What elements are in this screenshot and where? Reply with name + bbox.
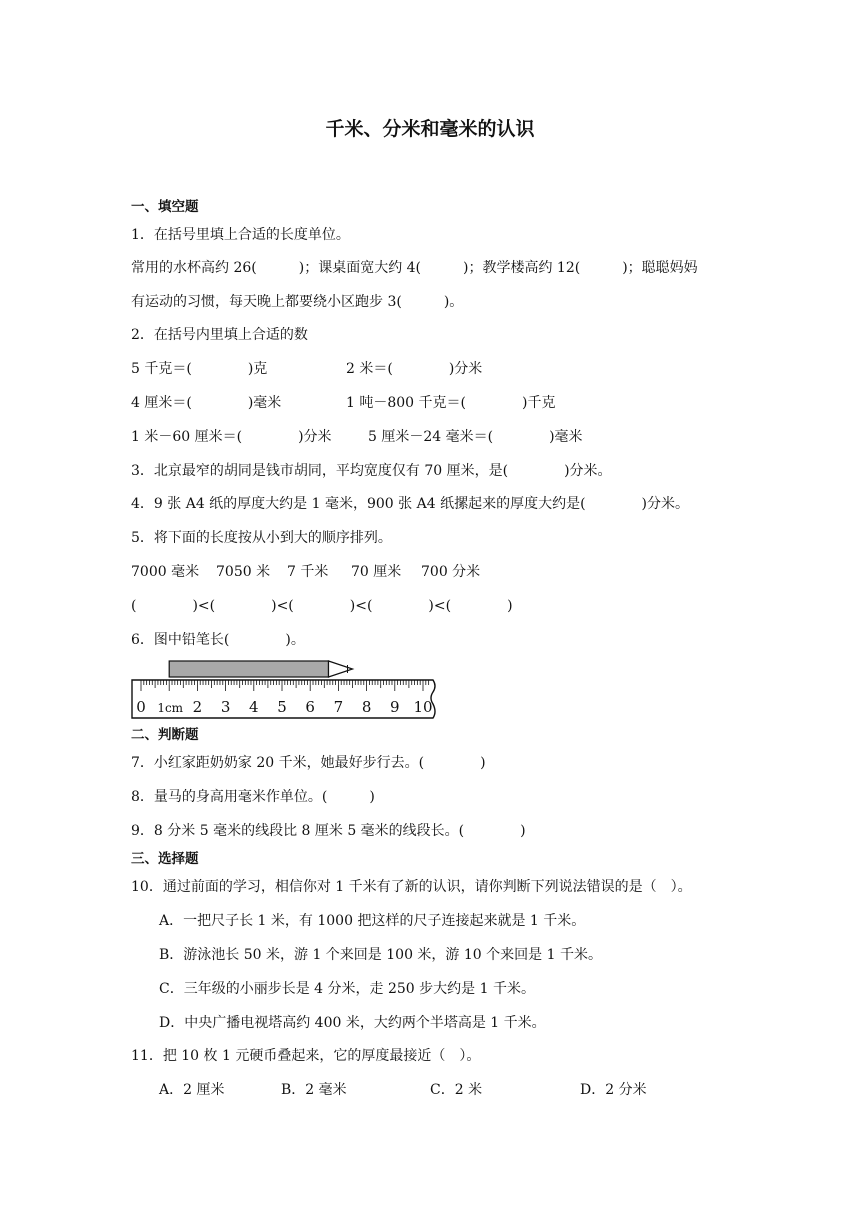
section-heading-true-false: 二、判断题 — [131, 727, 199, 743]
ruler-label: 0 — [136, 698, 146, 716]
question-1-stem: 1．在括号里填上合适的长度单位。 — [131, 227, 350, 243]
question-2-item-1: 5 千克＝( )克 — [131, 361, 268, 377]
question-6-stem: 6．图中铅笔长( )。 — [131, 632, 305, 648]
question-11-option-d: D．2 分米 — [580, 1082, 647, 1098]
question-5-stem: 5．将下面的长度按从小到大的顺序排列。 — [131, 530, 392, 546]
question-2-stem: 2．在括号内里填上合适的数 — [131, 327, 308, 343]
question-1-line-2: 有运动的习惯，每天晚上都要绕小区跑步 3( )。 — [131, 294, 464, 310]
length-item-4: 70 厘米 — [351, 564, 402, 580]
pencil-ruler-figure — [131, 658, 441, 722]
length-item-3: 7 千米 — [287, 564, 329, 580]
page-title: 千米、分米和毫米的认识 — [325, 118, 535, 140]
ruler-label: 6 — [305, 698, 315, 716]
question-10-option-b: B．游泳池长 50 米，游 1 个来回是 100 米，游 10 个来回是 1 千米。 — [159, 947, 602, 963]
ruler-label: 5 — [277, 698, 287, 716]
ruler-label: 3 — [220, 698, 231, 716]
question-11-option-b: B．2 毫米 — [281, 1082, 347, 1098]
question-11-option-c: C．2 米 — [430, 1082, 483, 1098]
question-3: 3．北京最窄的胡同是钱市胡同，平均宽度仅有 70 厘米，是( )分米。 — [131, 463, 612, 479]
question-2-item-5: 1 米－60 厘米＝( )分米 — [131, 429, 332, 445]
question-8: 8．量马的身高用毫米作单位。( ) — [131, 789, 375, 805]
question-4: 4．9 张 A4 纸的厚度大约是 1 毫米，900 张 A4 纸摞起来的厚度大约是( )分米。 — [131, 496, 690, 512]
ruler-label: 4 — [249, 698, 259, 716]
question-5-order-blanks: ( )<( )<( )<( )<( ) — [131, 598, 513, 614]
question-11-stem: 11．把 10 枚 1 元硬币叠起来，它的厚度最接近（ ）。 — [131, 1048, 481, 1064]
question-2-item-3: 4 厘米＝( )毫米 — [131, 395, 282, 411]
question-10-option-d: D．中央广播电视塔高约 400 米，大约两个半塔高是 1 千米。 — [159, 1015, 546, 1031]
ruler-label: 2 — [192, 698, 203, 716]
question-2-item-6: 5 厘米－24 毫米＝( )毫米 — [368, 429, 583, 445]
question-10-stem: 10．通过前面的学习，相信你对 1 千米有了新的认识，请你判断下列说法错误的是（ ）。 — [131, 879, 692, 895]
question-2-item-4: 1 吨－800 千克＝( )千克 — [346, 395, 556, 411]
question-7: 7．小红家距奶奶家 20 千米，她最好步行去。( ) — [131, 755, 486, 771]
question-1-line-1: 常用的水杯高约 26( )；课桌面宽大约 4( )；教学楼高约 12( )；聪聪妈妈 — [131, 260, 698, 276]
question-2-item-2: 2 米＝( )分米 — [346, 361, 483, 377]
question-10-option-c: C．三年级的小丽步长是 4 分米，走 250 步大约是 1 千米。 — [159, 981, 535, 997]
ruler-label: 1cm — [157, 701, 184, 715]
ruler-label: 7 — [333, 698, 344, 716]
ruler-label: 9 — [390, 698, 400, 716]
length-item-2: 7050 米 — [216, 564, 271, 580]
question-11-option-a: A．2 厘米 — [159, 1082, 225, 1098]
question-10-option-a: A．一把尺子长 1 米，有 1000 把这样的尺子连接起来就是 1 千米。 — [159, 913, 586, 929]
length-item-1: 7000 毫米 — [131, 564, 200, 580]
section-heading-multiple-choice: 三、选择题 — [131, 851, 199, 867]
section-heading-fill-blank: 一、填空题 — [131, 199, 199, 215]
ruler-label: 8 — [361, 698, 372, 716]
length-item-5: 700 分米 — [421, 564, 481, 580]
ruler-label: 10 — [413, 698, 433, 716]
pencil-tip — [329, 661, 353, 677]
pencil-body — [169, 661, 328, 677]
question-9: 9．8 分米 5 毫米的线段比 8 厘米 5 毫米的线段长。( ) — [131, 823, 526, 839]
